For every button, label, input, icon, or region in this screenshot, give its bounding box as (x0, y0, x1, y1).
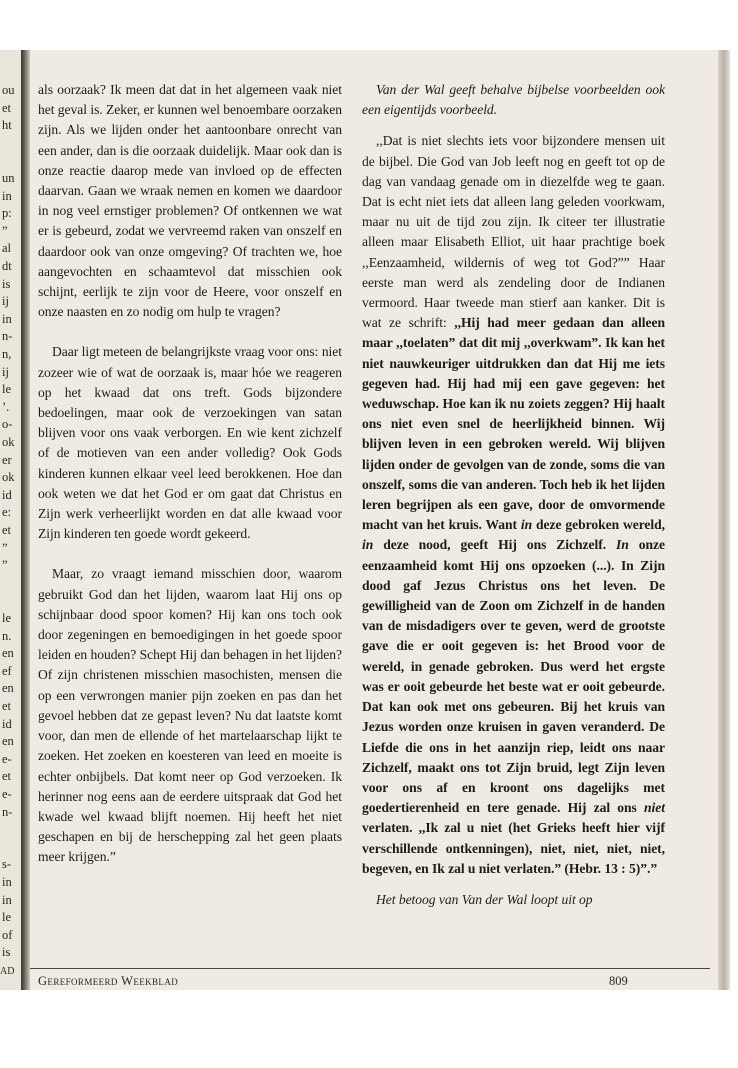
paragraph: Daar ligt meteen de belangrijkste vraag voor ons: niet zozeer wie of wat de oorzaak is, maar hóe we reageren op het kwaad dat ons treft. Gods bijzondere bedoelingen, maar ook de verzoekingen van satan blijven voor ons vaak verborgen. En wie kent zichzelf of de motieven van een ander volledig? Ook Gods kinderen kunnen elkaar veel leed berokkenen. Hoe dan ook weten we dat het God er om gaat dat Christus en Zijn werk verheerlijkt worden en dat alle kwaad voor Zijn kinderen ten goede wordt gekeerd. (38, 344, 342, 542)
quote-emphasis: niet (644, 800, 665, 816)
previous-page-line-fragment: ” (2, 558, 8, 573)
previous-page-line-fragment: n- (2, 329, 13, 344)
previous-page-line-fragment: n- (2, 804, 13, 819)
previous-page-line-fragment: et (2, 100, 12, 115)
previous-page-line-fragment: ou (2, 83, 15, 97)
previous-page-line-fragment: en (2, 681, 14, 696)
previous-page-footer: AD (0, 966, 15, 977)
book-gutter (21, 50, 30, 990)
previous-page-line-fragment: le (2, 611, 12, 625)
quote-bold: ,,Hij had meer gedaan dan alleen maar ,,toelaten” dat dit mij ,,overkwam”. Ik kan het niet nauwkeuriger uitdrukken dan dat Hij me iets gegeven had. Hij had mij een gave gegeven: het weduwschap. Hoe kan ik nu zoiets zeggen? Hij haalt ons niet even snel de heerlijkheid binnen. Wij blijven leven in een gebroken wereld. Wij blijven lijden onder de gevolgen van de zonde, soms die van onszelf, soms die van anderen. Toch heb ik het lijden leren begrijpen als een gave, door de omvormende macht van het kruis. Want (362, 315, 665, 533)
paragraph: als oorzaak? Ik meen dat dat in het algemeen vaak niet het geval is. Zeker, er kunnen wel benoembare oorzaken zijn. Als we lijden onder het aantoonbare onrecht van een ander, dan is die oorzaak duidelijk. Maar ook dan is onze reactie daarop mede van invloed op de effecten daarvan. Gaan we wraak nemen en komen we daardoor in nog veel ernstiger problemen? Of ontkennen we wat er is gebeurd, zodat we vervreemd raken van onszelf en daardoor ook van onze omgeving? Of trachten we, hoe aangevochten en schaamtevol dat misschien ook schijnt, eerlijk te zijn voor de Heere, voor onszelf en onze naasten en zo nodig om hulp te vragen? (38, 82, 342, 320)
quote-bold: verlaten. ,,Ik zal u niet (het Grieks heeft hier vijf verschillende ontkenningen), niet, niet, niet, niet, begeven, en Ik zal u niet verlaten.” (Hebr. 13 : 5)”.” (362, 820, 665, 876)
previous-page-line-fragment: dt (2, 259, 12, 273)
intro-paragraph: Van der Wal geeft behalve bijbelse voorbeelden ook een eigentijds voorbeeld. (362, 82, 665, 118)
previous-page-line-fragment: e- (2, 787, 12, 801)
previous-page-line-fragment: ef (2, 663, 12, 678)
previous-page-line-fragment: er (2, 452, 12, 467)
previous-page-line-fragment: ” (2, 540, 8, 555)
previous-page-line-fragment: et (2, 769, 12, 784)
previous-page-line-fragment: n, (2, 347, 12, 361)
page-number: 809 (609, 974, 628, 988)
previous-page-line-fragment: id (2, 487, 12, 502)
previous-page-line-fragment: p: (2, 206, 12, 221)
previous-page-line-fragment: is (2, 945, 11, 960)
quote-bold: deze gebroken wereld, (532, 517, 666, 533)
previous-page-line-fragment: et (2, 699, 12, 713)
quote-emphasis: in (362, 537, 374, 553)
previous-page-line-fragment: en (2, 734, 14, 749)
previous-page-line-fragment: is (2, 276, 11, 291)
previous-page-line-fragment: of (2, 927, 13, 942)
previous-page-line-fragment: ’. (2, 399, 10, 414)
previous-page-line-fragment: ij (2, 294, 9, 309)
previous-page-line-fragment: e- (2, 751, 12, 766)
previous-page-line-fragment: in (2, 892, 12, 907)
quote-bold: onze eenzaamheid komt Hij ons opzoeken (...). In Zijn dood gaf Jezus Christus ons het leven. De gewilligheid van de Zoon om Zichzelf in de handen van de misdadigers over te geven, werd de grootste gave die er ooit gegeven is: het Brood voor de wereld, in genade gebroken. Dus werd het ergste was er ooit gebeurde het beste wat er ooit gebeurde. Dat kan ook met ons gebeuren. Bij het kruis van Jezus worden onze kruisen in gaven veranderd. De Liefde die ons in het aanzijn riep, leidt ons naar Zichzelf, maakt ons tot Zijn bruid, legt Zijn leven voor ons af en kroont ons dagelijks met goedertierenheid en tere genade. Hij zal ons (362, 537, 665, 816)
previous-page-fragment (0, 50, 22, 990)
publication-title: Gereformeerd Weekblad (38, 974, 179, 988)
previous-page-line-fragment: ” (2, 223, 8, 238)
previous-page-line-fragment: in (2, 188, 12, 203)
left-column (38, 80, 342, 868)
quote-emphasis: In (616, 537, 629, 553)
previous-page-line-fragment: in (2, 875, 12, 889)
paragraph: Maar, zo vraagt iemand misschien door, waarom gebruikt God dan het lijden, waarom laat Hij ons op schijnbaar dood spoor komen? Hij kan ons toch ook door zegeningen en bemoedigingen in het goede spoor leiden en houden? Schept Hij dan behagen in het lijden? Of zijn christenen misschien masochisten, mensen die op een verwrongen manier pijn zoeken en pas dan het gevoel hebben dat ze gepast leven? Nu dat laatste komt voor, dan men de ellende of het martelaarschap lijkt te zoeken. Het zoeken en koesteren van leed en moeite is echter onbijbels. Dat komt neer op God verzoeken. Ik herinner nog eens aan de eerdere uitspraak dat God het kwade wel kwaad blijft noemen. Hij heeft het niet geschapen en bij de herschepping zal het geen plaats meer krijgen.” (38, 566, 342, 865)
previous-page-line-fragment: n. (2, 628, 12, 643)
previous-page-line-fragment: al (2, 241, 12, 256)
footer-rule (30, 968, 710, 969)
previous-page-line-fragment: le (2, 382, 12, 397)
previous-page-line-fragment: ht (2, 118, 12, 133)
previous-page-line-fragment: et (2, 523, 12, 537)
previous-page-line-fragment: o- (2, 417, 13, 432)
page-edge (718, 50, 730, 990)
quote-text: ,,Dat is niet slechts iets voor bijzondere mensen uit de bijbel. Die God van Job leeft nog en geeft tot op de dag van vandaag genade om in diezelfde weg te gaan. Dat is echt niet iets dat alleen lang geleden voorkwam, maar nu uit de tijd zou zijn. Ik citeer ter illustratie alleen maar Elisabeth Elliot, uit haar prachtige boek ,,Eenzaamheid, wildernis of weg tot God?”” Haar eerste man werd als zendeling door de Indianen vermoord. Haar tweede man stierf aan kanker. Dit is wat ze schrift: (362, 133, 665, 331)
quote-bold: deze nood, geeft Hij ons Zichzelf. (373, 537, 617, 553)
previous-page-line-fragment: un (2, 171, 15, 185)
previous-page-line-fragment: ok (2, 470, 15, 485)
previous-page-line-fragment: le (2, 910, 12, 925)
previous-page-line-fragment: ij (2, 364, 9, 379)
previous-page-line-fragment: en (2, 646, 14, 661)
outro-paragraph: Het betoog van Van der Wal loopt uit op (376, 891, 593, 907)
previous-page-line-fragment: s- (2, 857, 12, 872)
previous-page-line-fragment: in (2, 311, 12, 326)
previous-page-line-fragment: id (2, 716, 12, 731)
right-column (362, 80, 665, 910)
previous-page-line-fragment: e: (2, 505, 12, 520)
quote-paragraph (362, 131, 665, 879)
quote-emphasis: in (520, 517, 533, 533)
previous-page-line-fragment: ok (2, 435, 15, 449)
